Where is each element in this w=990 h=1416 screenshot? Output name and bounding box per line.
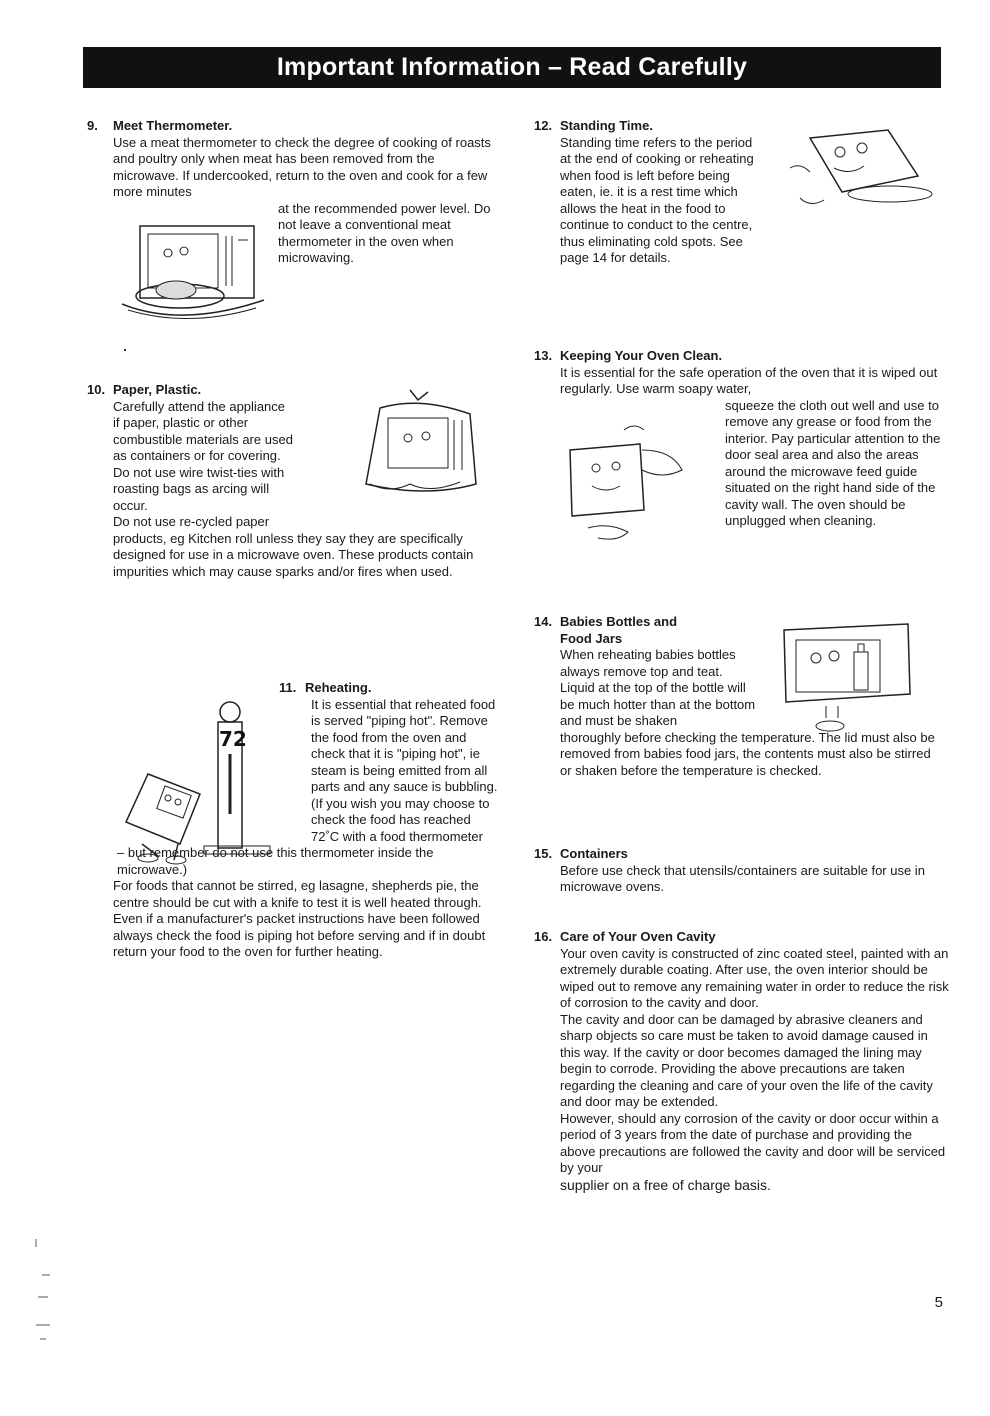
section-heading: Meet Thermometer.	[113, 118, 233, 133]
section-text: However, should any corrosion of the cavity or door occur within a period of 3 years from the date of purchase and providing the above precautions are followed the cavity and door will be serviced by your	[560, 1110, 946, 1175]
section-number: 15.	[534, 846, 553, 861]
reheating-thermometer-illustration	[118, 694, 274, 866]
section-number: 10.	[87, 382, 106, 397]
section-text: It is essential that reheated food is served "piping hot". Remove the food from the oven and check that it is "piping hot", ie steam is being emitted from all parts and any sauce is bubbling. (If you wish you may choose to check the food has reached 72˚C with a food thermometer	[311, 696, 498, 844]
section-text: Your oven cavity is constructed of zinc coated steel, painted with an extremely durable coating. After use, the oven interior should be wiped out to remove any remaining water in order to reduce the risk of corrosion to the cavity and door.	[560, 945, 949, 1010]
thermometer-72-label: 72	[219, 727, 247, 751]
section-heading: Keeping Your Oven Clean.	[560, 348, 723, 363]
section-heading: Standing Time.	[560, 118, 653, 133]
page-title-banner: Important Information – Read Carefully	[83, 47, 941, 88]
section-number: 11.	[279, 680, 297, 695]
section-heading-line2: Food Jars	[560, 630, 623, 646]
section-text: When reheating babies bottles always remove top and teat. Liquid at the top of the bottle will be much hotter than at the bottom and must be shaken	[560, 647, 756, 728]
section-number: 16.	[534, 929, 553, 944]
section-heading: Babies Bottles and	[560, 614, 678, 629]
section-text: – but remember do not use this thermometer inside the microwave.)	[117, 845, 434, 877]
babies-bottles-illustration	[774, 616, 920, 736]
section-text: Standing time refers to the period at the end of cooking or reheating when food is left before being eaten, ie. it is a rest time which allows the heat in the food to continue to conduct to the centre, thus eliminating cold spots. See page 14 for details.	[560, 134, 754, 265]
section-heading: Care of Your Oven Cavity	[560, 929, 716, 944]
section-15	[534, 846, 949, 896]
section-text: For foods that cannot be stirred, eg lasagne, shepherds pie, the centre should be cut with a knife to test it is well heated through. Even if a manufacturer's packet instructions have been followed always check the food is piping hot before serving and if in doubt return your food to the oven for further heating.	[113, 878, 486, 959]
section-text: squeeze the cloth out well and use to remove any grease or food from the interior. Pay particular attention to the door seal area and also the areas around the microwave feed guide situated on the right hand side of the cavity wall. The oven should be unplugged when cleaning.	[725, 397, 941, 528]
page-number: 5	[934, 1294, 943, 1311]
section-text: thoroughly before checking the temperature. The lid must also be removed from babies food jars, the contents must also be stirred or shaken before the temperature is checked.	[560, 729, 935, 778]
section-12	[534, 118, 764, 267]
section-text: It is essential for the safe operation of the oven that it is wiped out regularly. Use warm soapy water,	[560, 364, 938, 396]
section-number: 13.	[534, 348, 553, 363]
section-16	[534, 929, 949, 1193]
section-text: Use a meat thermometer to check the degree of cooking of roasts and poultry only when meat has been removed from the microwave. If undercooked, return to the oven and cook for a few more minutes	[113, 134, 491, 199]
section-heading: Containers	[560, 846, 628, 861]
stray-dot	[124, 349, 126, 351]
section-number: 12.	[534, 118, 553, 133]
section-text: at the recommended power level. Do not leave a conventional meat thermometer in the oven when microwaving.	[278, 200, 491, 265]
section-text: Do not use re-cycled paper	[113, 514, 270, 529]
section-text: Carefully attend the appliance if paper, plastic or other combustible materials are used as containers or for covering. Do not use wire twist-ties with roasting bags as arcing will occur.	[113, 398, 293, 513]
section-text: products, eg Kitchen roll unless they say they are specifically designed for use in a microwave oven. These products contain impurities which may cause sparks and/or fires when used.	[113, 530, 474, 579]
oven-cleaning-illustration	[558, 420, 700, 550]
scan-margin-marks	[30, 1235, 70, 1345]
section-text: supplier on a free of charge basis.	[560, 1176, 771, 1193]
section-text: Before use check that utensils/containers are suitable for use in microwave ovens.	[560, 862, 925, 894]
section-number: 14.	[534, 614, 553, 629]
paper-plastic-illustration	[350, 384, 482, 500]
meat-thermometer-illustration	[118, 218, 270, 324]
standing-time-illustration	[780, 118, 940, 218]
section-heading: Reheating.	[305, 680, 372, 695]
section-number: 9.	[87, 118, 98, 133]
section-text: The cavity and door can be damaged by abrasive cleaners and sharp objects so care must be taken to avoid damage caused in this way. If the cavity or door becomes damaged the lining may begin to corrode. Providing the above precautions are taken regarding the cleaning and care of your oven the life of the cavity and door may be extended.	[560, 1011, 933, 1109]
section-heading: Paper, Plastic.	[113, 382, 202, 397]
